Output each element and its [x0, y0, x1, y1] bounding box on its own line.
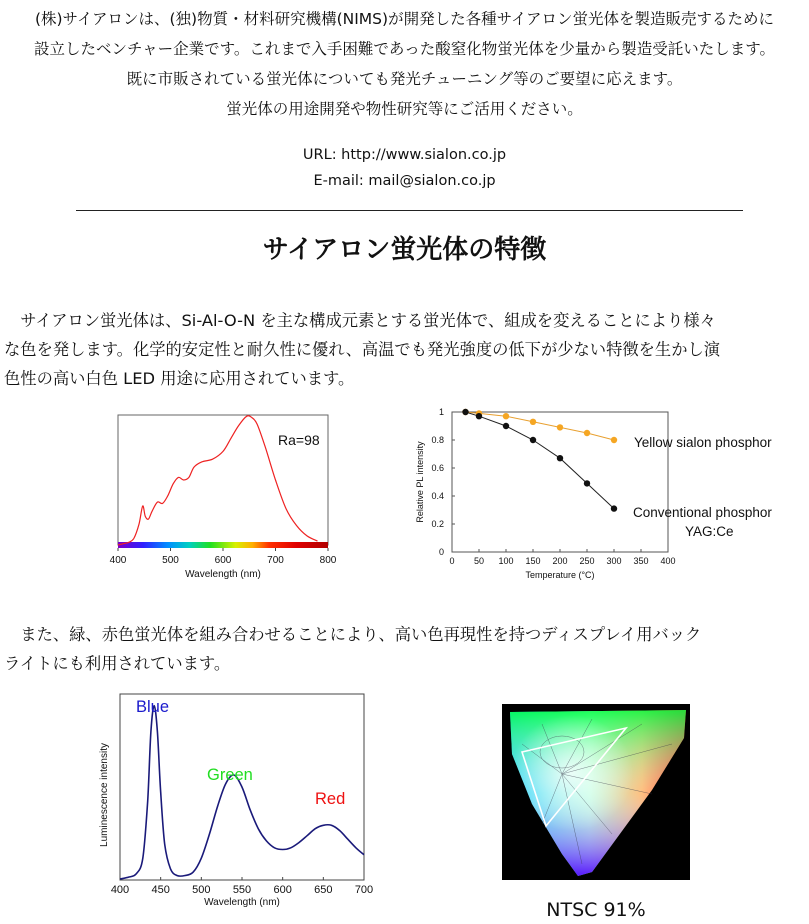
intro-line: 蛍光体の用途開発や物性研究等にご活用ください。 — [226, 100, 583, 118]
features-paragraph — [4, 306, 804, 393]
x-tick-label: 500 — [162, 555, 179, 566]
data-point — [611, 437, 617, 443]
x-tick-label: 800 — [319, 555, 337, 566]
x-tick-label: 400 — [660, 556, 676, 566]
paragraph-line: また、緑、赤色蛍光体を組み合わせることにより、高い色再現性を持つディスプレイ用バック — [4, 625, 702, 644]
x-axis-label: Wavelength (nm) — [204, 897, 280, 908]
paragraph-line: サイアロン蛍光体は、Si-Al-O-N を主な構成元素とする蛍光体で、組成を変えることにより様々 — [4, 311, 716, 330]
x-tick-label: 400 — [110, 884, 130, 896]
x-tick-label: 100 — [498, 556, 514, 566]
series-label-yellow: Yellow sialon phosphor — [634, 435, 772, 450]
y-tick-label: 0.2 — [431, 519, 444, 529]
x-tick-label: 700 — [267, 555, 284, 566]
x-tick-label: 650 — [314, 884, 333, 896]
paragraph-line: 色性の高い白色 LED 用途に応用されています。 — [4, 369, 355, 388]
cie-diagram-image — [502, 704, 690, 880]
luminescence-chart-svg — [96, 690, 381, 922]
data-point — [557, 424, 563, 430]
data-point — [584, 430, 590, 436]
data-point — [557, 455, 563, 461]
data-point — [503, 413, 509, 419]
x-tick-label: 0 — [449, 556, 455, 566]
spectrum-chart-svg — [96, 405, 346, 585]
x-tick-label: 250 — [579, 556, 595, 566]
intro-text — [0, 4, 809, 124]
y-tick-label: 0.4 — [431, 491, 444, 501]
intro-line: 設立したベンチャー企業です。これまで入手困難であった酸窒化物蛍光体を少量から製造受託いたします。 — [34, 40, 775, 58]
divider — [76, 210, 743, 211]
ra-annotation: Ra=98 — [278, 432, 320, 448]
data-point — [476, 413, 482, 419]
white-led-spectrum-chart — [96, 405, 346, 585]
x-tick-label: 50 — [473, 556, 485, 566]
series-label-conventional: Conventional phosphor YAG:Ce — [633, 505, 772, 539]
x-axis-label: Wavelength (nm) — [185, 569, 261, 580]
ntsc-coverage-label: NTSC 91% — [546, 899, 646, 921]
y-tick-label: 0.8 — [431, 435, 444, 445]
url-line[interactable]: URL: http://www.sialon.co.jp — [302, 147, 507, 163]
x-tick-label: 300 — [606, 556, 622, 566]
contact-info — [0, 142, 809, 194]
y-tick-label: 0 — [438, 547, 444, 557]
x-tick-label: 200 — [552, 556, 568, 566]
paragraph-line: ライトにも利用されています。 — [4, 654, 231, 673]
backlight-paragraph — [4, 620, 804, 678]
temperature-chart-svg — [405, 400, 805, 585]
email-line[interactable]: E-mail: mail@sialon.co.jp — [313, 173, 496, 189]
series-line — [466, 412, 615, 509]
data-point — [503, 423, 509, 429]
x-tick-label: 600 — [273, 884, 292, 896]
x-tick-label: 550 — [232, 884, 252, 896]
intro-line: 既に市販されている蛍光体についても発光チューニング等のご要望に応えます。 — [126, 70, 683, 88]
x-tick-label: 700 — [354, 884, 374, 896]
y-axis-label: Luminescence intensity — [99, 743, 110, 847]
y-tick-label: 0.6 — [431, 463, 444, 473]
cie-chromaticity-diagram — [502, 704, 690, 880]
temperature-chart — [405, 400, 805, 585]
y-axis-label: Relative PL intensity — [415, 441, 425, 523]
spectrum-color-bar — [118, 542, 328, 548]
paragraph-line: な色を発します。化学的安定性と耐久性に優れ、高温でも発光強度の低下が少ない特徴を生かし演 — [4, 340, 721, 359]
section-title: サイアロン蛍光体の特徴 — [262, 235, 547, 265]
data-point — [462, 409, 468, 415]
x-tick-label: 350 — [633, 556, 649, 566]
rgb-luminescence-chart — [96, 690, 381, 922]
peak-label-red: Red — [315, 790, 346, 808]
x-tick-label: 150 — [525, 556, 541, 566]
x-tick-label: 500 — [192, 884, 211, 896]
x-tick-label: 400 — [109, 555, 127, 566]
x-axis-label: Temperature (°C) — [525, 570, 595, 580]
x-tick-label: 450 — [151, 884, 170, 896]
peak-label-blue: Blue — [136, 698, 170, 716]
data-point — [530, 419, 536, 425]
y-tick-label: 1 — [438, 407, 444, 417]
intro-line: (株)サイアロンは、(独)物質・材料研究機構(NIMS)が開発した各種サイアロン蛍光体を製造販売するために — [34, 10, 775, 28]
peak-label-green: Green — [207, 766, 253, 784]
plot-frame — [452, 412, 668, 552]
data-point — [530, 437, 536, 443]
data-point — [584, 480, 590, 486]
data-point — [611, 505, 617, 511]
x-tick-label: 600 — [214, 555, 232, 566]
series-line — [466, 412, 615, 440]
